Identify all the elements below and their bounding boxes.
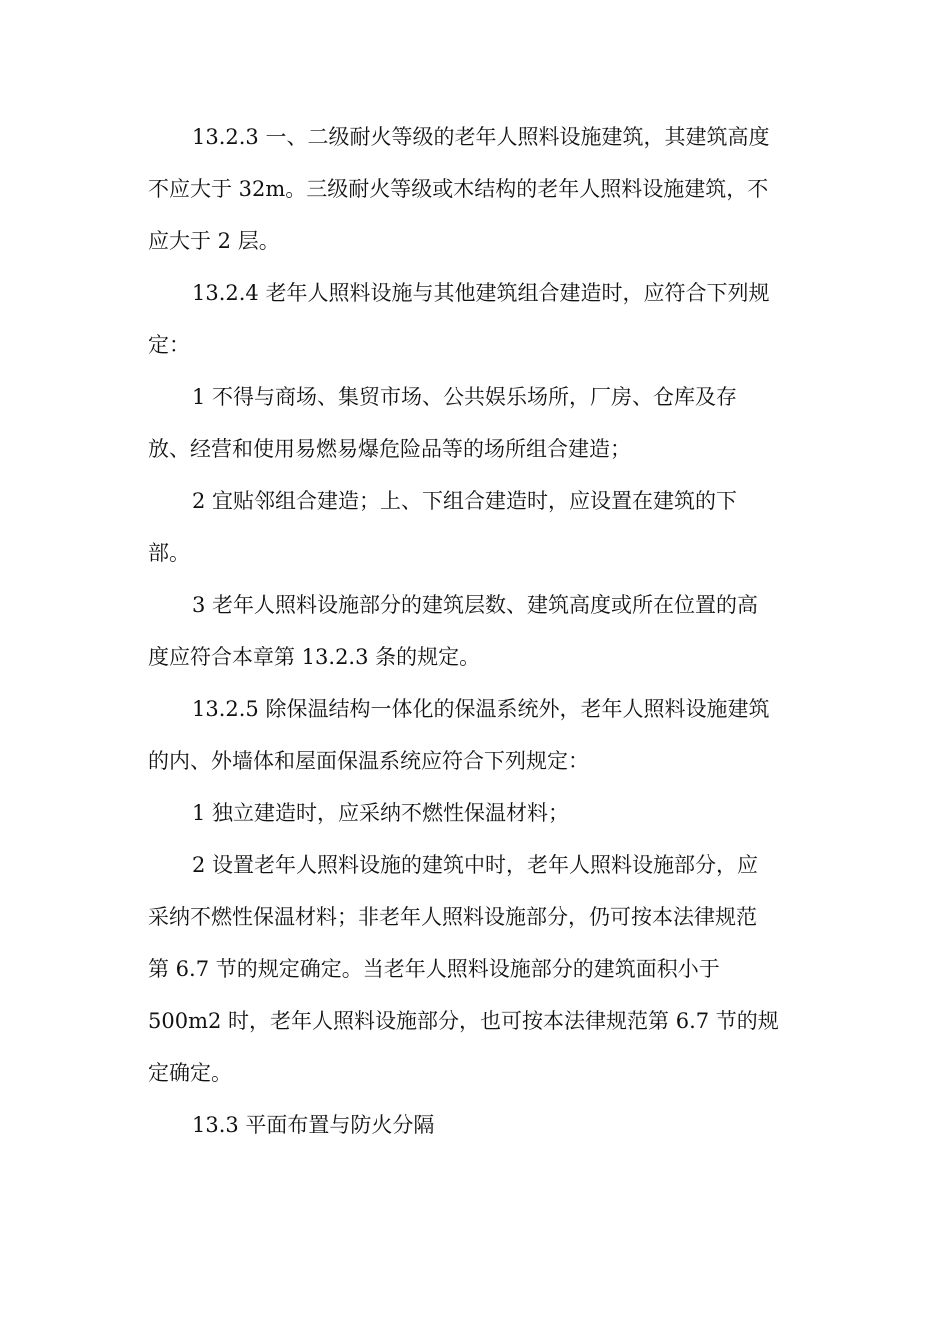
subitem-2-line-1: 2 设置老年人照料设施的建筑中时，老年人照料设施部分，应 [192,853,759,877]
item-1-line-2: 放、经营和使用易燃易爆危险品等的场所组合建造； [148,437,631,461]
item-3-line-2: 度应符合本章第 13.2.3 条的规定。 [148,645,481,669]
paragraph-13-2-4-line-1: 13.2.4 老年人照料设施与其他建筑组合建造时，应符合下列规 [192,281,770,305]
item-2-line-1: 2 宜贴邻组合建造；上、下组合建造时，应设置在建筑的下 [192,489,738,513]
paragraph-13-2-5-line-1: 13.2.5 除保温结构一体化的保温系统外，老年人照料设施建筑 [192,697,770,721]
subitem-2-line-5: 定确定。 [148,1061,232,1085]
paragraph-13-2-4-line-2: 定： [148,333,190,357]
item-1-line-1: 1 不得与商场、集贸市场、公共娱乐场所，厂房、仓库及存 [192,385,738,409]
item-3-line-1: 3 老年人照料设施部分的建筑层数、建筑高度或所在位置的高 [192,593,759,617]
subitem-2-line-2: 采纳不燃性保温材料；非老年人照料设施部分，仍可按本法律规范 [148,905,757,929]
subitem-2-line-3: 第 6.7 节的规定确定。当老年人照料设施部分的建筑面积小于 [148,957,720,981]
paragraph-13-2-5-line-2: 的内、外墙体和屋面保温系统应符合下列规定： [148,749,589,773]
paragraph-13-2-3-line-3: 应大于 2 层。 [148,229,280,253]
subitem-1-line-1: 1 独立建造时，应采纳不燃性保温材料； [192,801,570,825]
document-body [148,111,798,1151]
paragraph-13-2-3-line-1: 13.2.3 一、二级耐火等级的老年人照料设施建筑，其建筑高度 [192,125,770,149]
paragraph-13-2-3-line-2: 不应大于 32m。三级耐火等级或木结构的老年人照料设施建筑，不 [148,177,769,201]
section-heading-13-3: 13.3 平面布置与防火分隔 [192,1113,435,1137]
subitem-2-line-4: 500m2 时，老年人照料设施部分，也可按本法律规范第 6.7 节的规 [148,1009,779,1033]
item-2-line-2: 部。 [148,541,190,565]
